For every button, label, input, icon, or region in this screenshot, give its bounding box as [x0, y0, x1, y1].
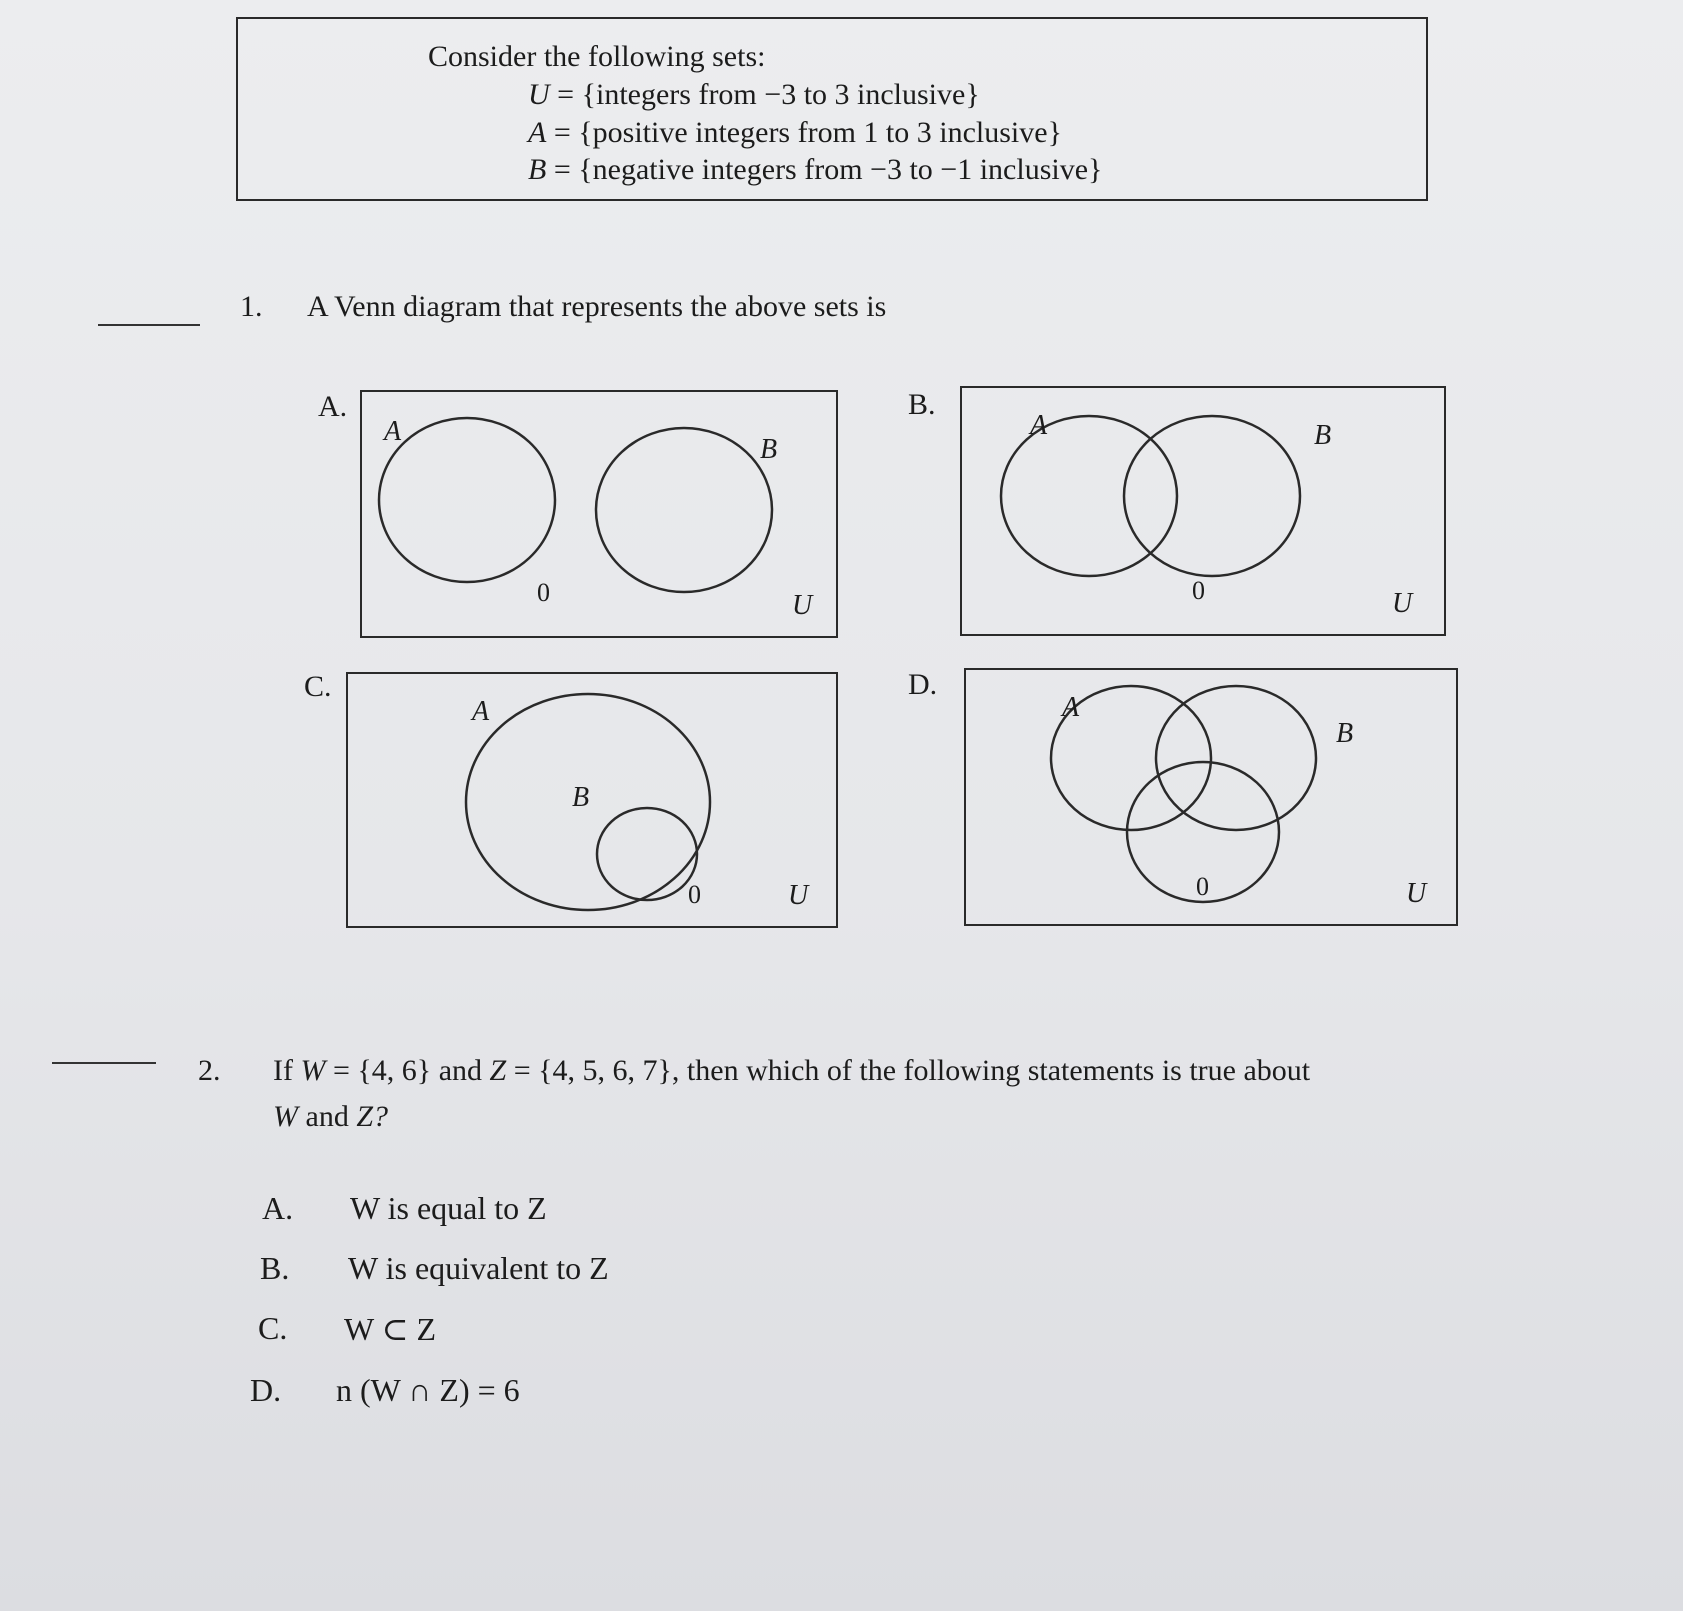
venn-b-circle-b — [1124, 416, 1300, 576]
set-u-definition: = {integers from −3 to 3 inclusive} — [557, 78, 980, 111]
q2-answer-d-letter: D. — [250, 1372, 282, 1408]
venn-a-label-zero: 0 — [537, 578, 550, 607]
venn-c-label-u: U — [788, 880, 809, 911]
venn-b-label-b: B — [1314, 420, 1332, 451]
q2-z-symbol: Z — [489, 1054, 507, 1087]
set-a-line — [528, 116, 1062, 150]
venn-c-circle-b — [597, 808, 697, 900]
venn-c-shapes — [348, 674, 840, 930]
set-b-symbol: B — [528, 153, 547, 186]
q2-answer-b-letter: B. — [260, 1250, 290, 1286]
q2-answer-a-text: W is equal to Z — [350, 1190, 547, 1226]
q2-w-symbol: W — [300, 1054, 326, 1087]
venn-c-label-a: A — [472, 696, 490, 727]
q2-if: If — [273, 1054, 293, 1087]
venn-d-shapes — [966, 670, 1460, 928]
set-u-line — [528, 78, 980, 112]
venn-c-label-b: B — [572, 782, 590, 813]
venn-a-shapes — [362, 392, 840, 640]
q2-and: and — [438, 1054, 483, 1087]
q1-option-a-letter: A. — [318, 390, 348, 423]
venn-d-label-u: U — [1406, 878, 1427, 909]
venn-option-d[interactable] — [964, 668, 1458, 926]
venn-d-circle-b — [1156, 686, 1316, 830]
q2-answer-blank[interactable] — [52, 1062, 156, 1064]
q1-text: A Venn diagram that represents the above sets is — [307, 290, 887, 323]
q2-z-set: = {4, 5, 6, 7}, then which of the following statements is true about — [513, 1054, 1311, 1087]
venn-a-label-a: A — [384, 416, 402, 447]
set-a-symbol: A — [528, 116, 547, 149]
venn-d-label-b: B — [1336, 718, 1354, 749]
venn-a-circle-b — [596, 428, 772, 592]
q2-answer-c-text: W ⊂ Z — [344, 1311, 436, 1347]
venn-option-a[interactable] — [360, 390, 838, 638]
venn-a-label-u: U — [792, 590, 813, 621]
set-u-symbol: U — [528, 78, 550, 111]
q2-answer-c-letter: C. — [258, 1310, 288, 1346]
set-b-definition: = {negative integers from −3 to −1 inclusive} — [553, 153, 1103, 186]
q2-line2-and: and — [305, 1100, 349, 1133]
q1-option-d-letter: D. — [908, 668, 938, 701]
q2-number: 2. — [198, 1054, 221, 1087]
venn-b-label-u: U — [1392, 588, 1413, 619]
venn-option-c[interactable] — [346, 672, 838, 928]
venn-d-label-zero: 0 — [1196, 872, 1209, 901]
intro-text: Consider the following sets: — [428, 40, 766, 73]
q1-option-b-letter: B. — [908, 388, 936, 421]
q2-answer-d-text: n (W ∩ Z) = 6 — [336, 1372, 520, 1408]
venn-a-label-b: B — [760, 434, 778, 465]
venn-option-b[interactable] — [960, 386, 1446, 636]
venn-c-label-zero: 0 — [688, 880, 701, 909]
q2-text-line2 — [273, 1100, 388, 1134]
venn-b-label-zero: 0 — [1192, 576, 1205, 605]
q2-line2-w: W — [273, 1100, 298, 1133]
venn-d-label-a: A — [1062, 692, 1080, 723]
q1-number: 1. — [240, 290, 263, 323]
q2-text-line1 — [273, 1054, 1310, 1088]
q2-w-set: = {4, 6} — [332, 1054, 432, 1087]
venn-a-circle-a — [379, 418, 555, 582]
q2-answer-a-letter: A. — [262, 1190, 294, 1226]
q1-option-c-letter: C. — [304, 670, 332, 703]
venn-b-label-a: A — [1030, 410, 1048, 441]
q2-answer-b-text: W is equivalent to Z — [348, 1250, 609, 1286]
q1-answer-blank[interactable] — [98, 324, 200, 326]
set-a-definition: = {positive integers from 1 to 3 inclusive} — [553, 116, 1062, 149]
q2-line2-z: Z? — [356, 1100, 389, 1133]
set-b-line — [528, 153, 1102, 187]
